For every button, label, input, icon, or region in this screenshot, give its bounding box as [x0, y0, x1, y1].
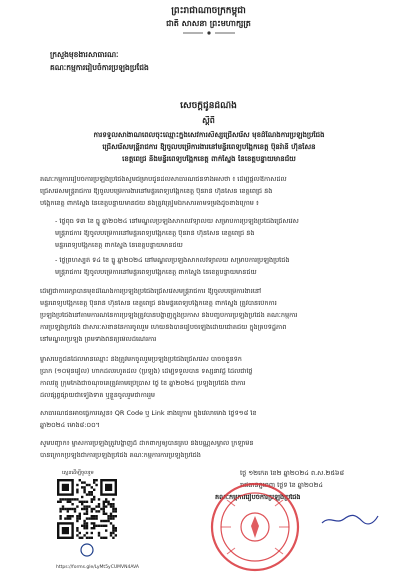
signer-title: គណៈកម្មការរៀបចំការប្រឡងប្រជែង — [215, 494, 301, 501]
paragraph-line: ដើម្បីជាការរក្សាបានមុខដំណែងការប្រឡងប្រជែងជ្រើសរើសមន្ត្រីរាជការ ឱ្យចូលបម្រើការងារនៅ — [40, 288, 262, 295]
notice-title: សេចក្ដីជូនដំណឹង — [180, 101, 237, 111]
official-seal-stamp — [205, 480, 305, 575]
paragraph-line: ប្រឡងប្រជែងនៅតាមការណ៍នៃការប្រឡងត្រូវបានបង្ហាញក្នុងប្រកាស និងបញ្ចប់ការប្រឡងប្រជែង គណៈកម្មការ — [40, 312, 298, 319]
notice-subject-line: ជ្រើសរើសមន្ត្រីរាជការ ឱ្យចូលបម្រើការងារនៅមន្ទីរពេទ្យបង្អែកខេត្ត ប៊ុនរ៉ានី ហ៊ុនសែន — [102, 143, 316, 151]
kingdom-header: ព្រះរាជាណាចក្រកម្ពុជា — [171, 6, 246, 16]
qr-label: ស្កេនដើម្បីចូលរួម — [62, 470, 94, 476]
intro-line: គណៈកម្មការរៀបចំការប្រឡងប្រជែងសូមជម្រាបជូនដល់សាធារណជនទាំងអស់ថា ៖ ដើម្បីផ្ដល់ឱកាសដល់ — [40, 176, 287, 183]
schedule-bullet: មន្ត្រីរាជការ ឱ្យចូលបម្រើការនៅមន្ទីរពេទ្យបង្អែកខេត្ត ពាក់ស្នែង នៃខេត្តបន្ទាយមានជ័យ — [55, 269, 257, 276]
schedule-bullet: - ថ្ងៃព្រហស្បតិ៍ ទី៤ ខែ ធ្នូ ឆ្នាំ២០២៤ នៅមណ្ឌលប្រឡងសាកលវិទ្យាល័យ សម្រាប់ការប្រឡងប្រជែង — [55, 257, 290, 264]
paragraph-line: ប្រាក់ (១០ម៉ឺនរៀល) ហាក់ដល់រហូតដល់ (ប្រឡង) ដើម្បីទទួលបាន ទស្សនាវដ្ដី ដែលជាថ្ងៃ — [40, 368, 253, 375]
schedule-bullet: - ថ្ងៃពុធ ទី៣ ខែ ធ្នូ ឆ្នាំ២០២៤ នៅមណ្ឌលប្រឡងសាកលវិទ្យាល័យ សម្រាប់ការប្រឡងប្រជែងជ្រើសរើស — [55, 218, 299, 225]
paragraph-line: ការប្រឡងប្រជែង ជាសារៈសំខាន់នៃការចូលរួម ហើយនឹងបានរៀបចំឡើងដោយជោគជ័យ ក្នុងគ្រប់ទិដ្ឋភាព — [40, 324, 287, 331]
schedule-bullet: មន្ទីរពេទ្យបង្អែកខេត្ត ពាក់ស្នែង នៃខេត្តបន្ទាយមានជ័យ — [55, 242, 183, 249]
paragraph-line: នៅមណ្ឌលប្រឡង ព្រមទាំងពិនិត្យមើលដំណើរការ — [40, 336, 157, 343]
paragraph-line: មន្ទីរពេទ្យបង្អែកខេត្ត ប៊ុនរ៉ានី ហ៊ុនសែន ខេត្តពេជ្រ និងមន្ទីរពេទ្យបង្អែកខេត្ត ពាក់ស្នែង ត្រូវបានបើកការ — [40, 300, 277, 307]
motto-header: ជាតិ សាសនា ព្រះមហាក្សត្រ — [166, 19, 251, 28]
notice-regarding: ស្ដីពី — [202, 116, 215, 125]
notice-subject-line: ការទទួលសាងាណពេលចុះឈ្មោះក្នុងសេវការសិស្សជ្រើសរើស មុខដំណែងការប្រឡងប្រជែង — [93, 131, 325, 139]
paragraph-line: សាធារណជនអាចធ្វើការស្កេន៖ QR Code ឬ Link ខាងក្រោម ក្នុងវេលាម៉ោង ថ្ងៃទី១៨ ខែ — [40, 410, 257, 417]
notice-subject-line: ខេត្តពេជ្រ និងមន្ទីរពេទ្យបង្អែកខេត្ត ពាក់ស្នែង នៃខេត្តបន្ទាយមានជ័យ — [122, 155, 296, 163]
paragraph-line: ដល់ផ្សព្វផ្សាយជាទៀងទាត់ ឬខ្លួនចូលរួមជាការរួម — [40, 392, 156, 399]
ministry-name: ក្រសួងមុខងារសាធារណៈ — [50, 50, 119, 59]
committee-name: គណៈកម្មការរៀបចំការប្រឡងប្រជែង — [50, 63, 149, 72]
handwritten-signature — [320, 512, 380, 526]
intro-line: បង្អែកខេត្ត ពាក់ស្នែង នៃខេត្តបន្ទាយមានជ័យ និងត្រូវត្រៀមឯកសារតាមទម្រង់ដូចខាងក្រោម ៖ — [40, 200, 259, 207]
form-link[interactable]: https://forms.gle/LyMt5yCUMVN4AVA — [56, 565, 140, 570]
paragraph-line: សូមបញ្ជាក់៖ ម្ចាស់ការប្រឡងត្រូវបង្ហាញដ៏ ដាក់ពាក្យឲ្យបានគ្រប់ និងបណ្ណសម្គាល់ ក្រឡាមិន — [40, 440, 254, 447]
solar-date: រាជធានីភ្នំពេញ ថ្ងៃទី ខែ ឆ្នាំ២០២៤ — [240, 482, 324, 489]
ornament-divider — [183, 31, 235, 35]
lunar-date: ថ្ងៃ ១២កើត ខែ២ ឆ្នាំ២០២៤ ព.ស.២៥៦៨ — [240, 470, 345, 477]
intro-line: ជ្រើសរើសមន្ត្រីរាជការ ឱ្យចូលបម្រើការងារនៅមន្ទីរពេទ្យបង្អែកខេត្ត ប៊ុនរ៉ានី ហ៊ុនសែន ខេត្តពេជ្រ និង — [40, 188, 273, 195]
paragraph-line: កាលវត្ថុ ក្រុមកែងជាចំណុចគេត្រូវតាមប្រើប្រាស់ ថ្ងៃ ខែ ឆ្នាំ២០២៤ ប្រឡងប្រជែង ជាការ — [40, 380, 246, 387]
qr-code[interactable] — [56, 478, 118, 562]
paragraph-line: ឆ្នាំ២០២៤ ម៉ោង៨:០០។ — [40, 422, 100, 429]
paragraph-line: ម្ចាស់បេក្ខជនដែលមានឈ្មោះ និងត្រូវមកចូលរួមប្រឡងប្រជែងជ្រើសរើស បាច់ចំនួនទឹក — [40, 356, 242, 363]
schedule-bullet: មន្ត្រីរាជការ ឱ្យចូលបម្រើការនៅមន្ទីរពេទ្យបង្អែកខេត្ត ប៊ុនរ៉ានី ហ៊ុនសែន ខេត្តពេជ្រ និង — [55, 230, 255, 237]
paragraph-line: បានក្រោកប្រឡងជាការប្រឡងប្រជែង គណៈកម្មការការប្រឡងប្រជែង — [40, 452, 201, 459]
